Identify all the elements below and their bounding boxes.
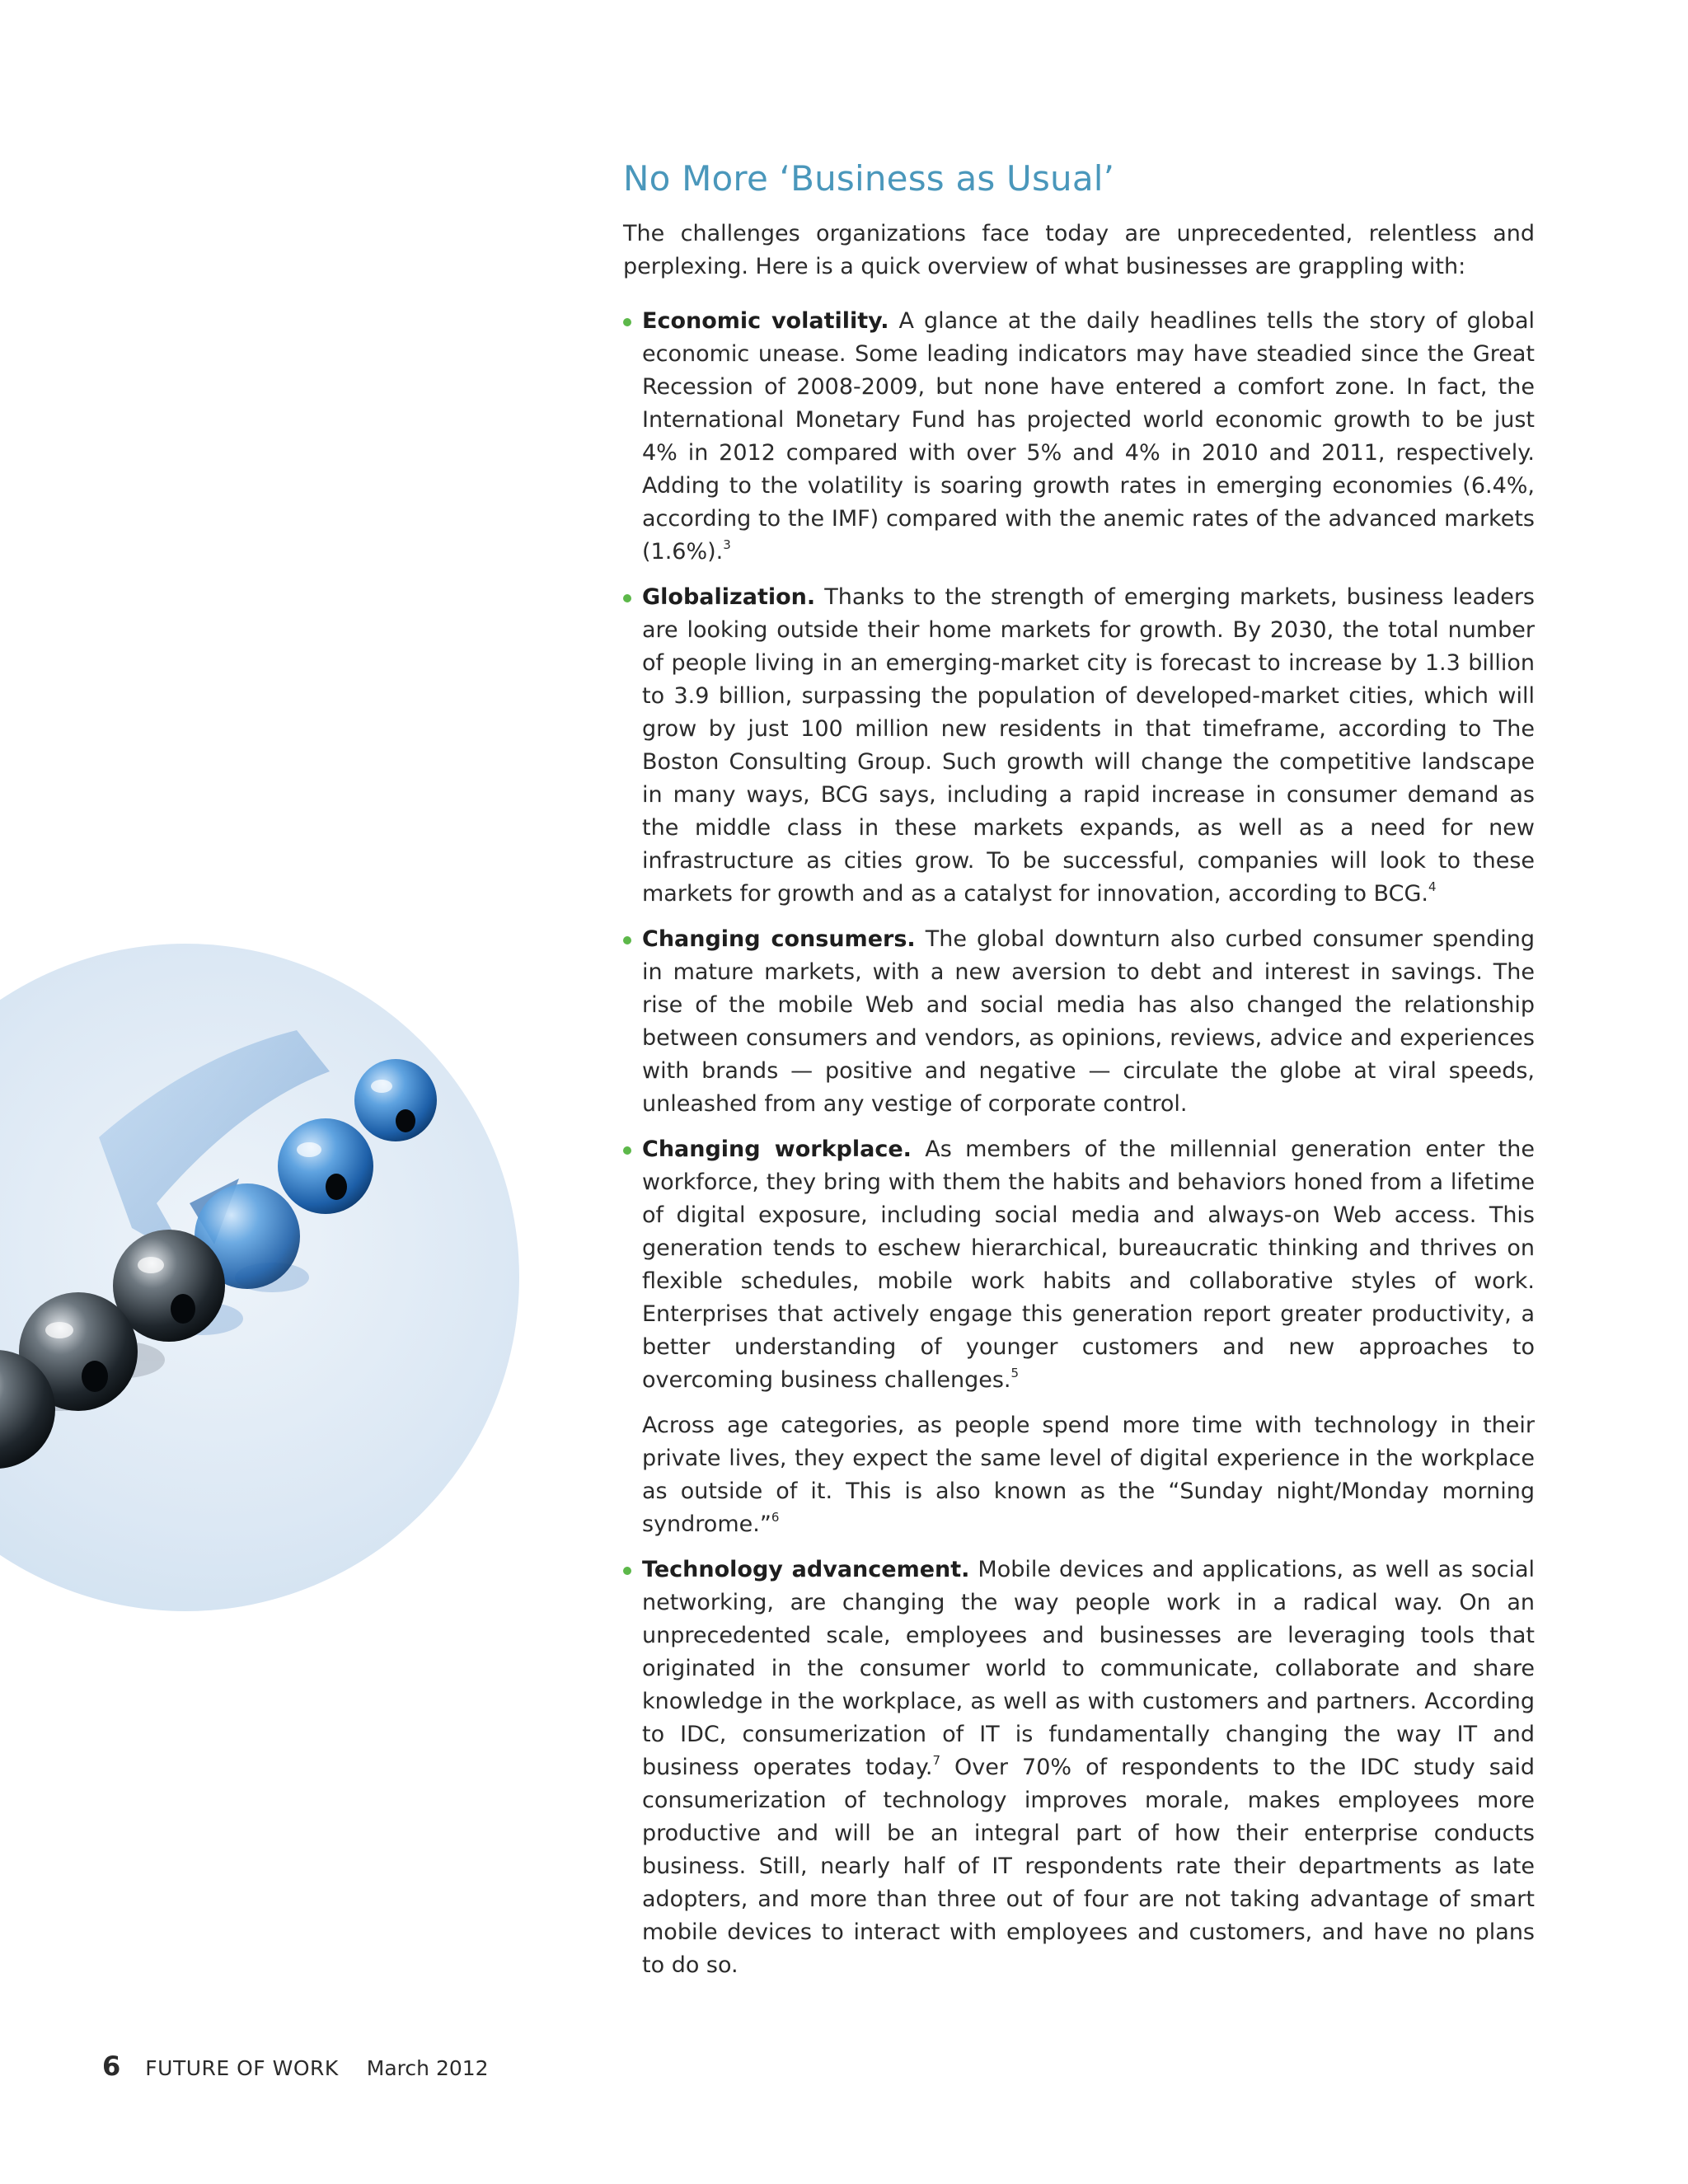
publication-date: March 2012 xyxy=(366,2056,489,2080)
list-item-text xyxy=(642,1554,1535,1982)
list-item-body: Thanks to the strength of emerging markets, business leaders are looking outside their home markets for growth. By 2030, the total number of people living in an emerging-market city is forecast to increase by 1.3 billion to 3.9 billion, surpassing the population of developed-market cities, which will grow by just 100 million new residents in that timeframe, according to The Boston Consulting Group. Such growth will change the competitive landscape in many ways, BCG says, including a rapid increase in consumer demand as the middle class in these markets expands, as well as a need for new infrastructure as cities grow. To be successful, companies will look to these markets for growth and as a catalyst for innovation, according to BCG. xyxy=(642,584,1535,907)
list-item-body: Over 70% of respondents to the IDC study said consumerization of technology improves morale, makes employees more productive and will be an integral part of how their enterprise conducts business. Still, nearly half of IT respondents rate their departments as late adopters, and more than three out of four are not taking advantage of smart mobile devices to interact with employees and customers, and have no plans to do so. xyxy=(642,1755,1535,1978)
bullet-dot xyxy=(623,1146,631,1155)
publication-name: FUTURE OF WORK xyxy=(145,2056,339,2080)
list-item-text xyxy=(642,305,1535,569)
spheres-illustration xyxy=(0,931,577,1624)
list-item-extra-text xyxy=(642,1409,1535,1541)
footnote-ref: 5 xyxy=(1010,1366,1020,1380)
list-item-body: Across age categories, as people spend more time with technology in their private lives, they expect the same level of digital experience in the workplace as outside of it. This is also known as the “Sunday night/Monday morning syndrome.” xyxy=(642,1413,1535,1537)
bullet-dot xyxy=(623,318,631,326)
page-footer xyxy=(102,2050,489,2083)
list-item-body: A glance at the daily headlines tells the story of global economic unease. Some leading indicators may have steadied since the Great Recession of 2008-2009, but none have entered a comfort zone. In fact, the International Monetary Fund has projected world economic growth to be just 4% in 2012 compared with over 5% and 4% in 2010 and 2011, respectively. Adding to the volatility is soaring growth rates in emerging economies (6.4%, according to the IMF) compared with the anemic rates of the advanced markets (1.6%). xyxy=(642,308,1535,565)
article-title: No More ‘Business as Usual’ xyxy=(623,158,1115,199)
list-item-globalization xyxy=(623,581,1535,911)
footnote-ref: 3 xyxy=(723,537,731,552)
page-number: 6 xyxy=(102,2050,121,2082)
list-item-text xyxy=(642,923,1535,1121)
footnote-ref: 6 xyxy=(771,1510,780,1525)
list-item-economic-volatility xyxy=(623,305,1535,569)
list-item-technology-advancement xyxy=(623,1554,1535,1982)
list-item-term: Changing workplace. xyxy=(642,1137,912,1162)
bullet-dot xyxy=(623,594,631,602)
list-item-term: Economic volatility. xyxy=(642,308,889,334)
footnote-ref: 7 xyxy=(932,1753,940,1768)
list-item-text xyxy=(642,581,1535,911)
list-item-body: As members of the millennial generation enter the workforce, they bring with them the habits and behaviors honed from a lifetime of digital exposure, including social media and always-on Web access. This generation tends to eschew hierarchical, bureaucratic thinking and thrives on flexible schedules, mobile work habits and collaborative styles of work. Enterprises that actively engage this generation report greater productivity, a better understanding of younger customers and new approaches to overcoming business challenges. xyxy=(642,1137,1535,1393)
list-item-term: Changing consumers. xyxy=(642,926,916,952)
footnote-ref: 4 xyxy=(1428,879,1437,894)
bullet-dot xyxy=(623,936,631,944)
list-item-body: The global downturn also curbed consumer spending in mature markets, with a new aversion to debt and interest in savings. The rise of the mobile Web and social media has also changed the relationship between consumers and vendors, as opinions, reviews, advice and experiences with brands — positive and negative — circulate the globe at viral speeds, unleashed from any vestige of corporate control. xyxy=(642,926,1536,1117)
challenge-list xyxy=(623,305,1535,1982)
list-item-body: Mobile devices and applications, as well as social networking, are changing the way people work in a radical way. On an unprecedented scale, employees and businesses are leveraging tools that originated in the consumer world to communicate, collaborate and share knowledge in the workplace, as well as with customers and partners. According to IDC, consumerization of IT is fundamentally changing the way IT and business operates today. xyxy=(642,1557,1536,1780)
list-item-term: Technology advancement. xyxy=(642,1557,970,1582)
article-intro: The challenges organizations face today are unprecedented, relentless and perplexing. Here is a quick overview of what businesses are grappling with: xyxy=(623,221,1535,279)
list-item-text xyxy=(642,1133,1535,1397)
bullet-dot xyxy=(623,1567,631,1575)
list-item-changing-consumers xyxy=(623,923,1535,1121)
list-item-term: Globalization. xyxy=(642,584,816,610)
article xyxy=(623,155,1535,1994)
list-item-changing-workplace xyxy=(623,1133,1535,1541)
